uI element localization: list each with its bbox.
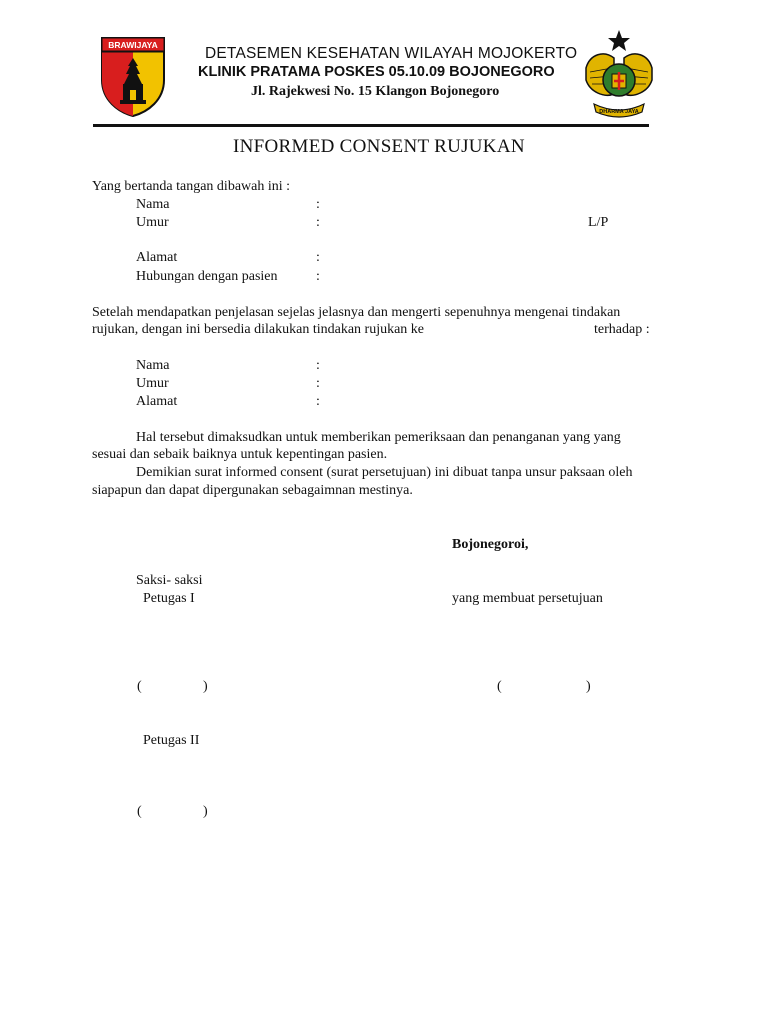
signer-relation-colon: : [316,269,320,284]
officer2-signature-close: ) [203,804,208,819]
signer-relation-label: Hubungan dengan pasien [136,269,278,284]
consent-paragraph-line1: Setelah mendapatkan penjelasan sejelas jelasnya dan mengerti sepenuhnya mengenai tindakan [92,305,621,320]
patient-age-label: Umur [136,376,169,391]
header-clinic-name: KLINIK PRATAMA POSKES 05.10.09 BOJONEGORO [198,64,555,80]
intro-text: Yang bertanda tangan dibawah ini : [92,179,291,194]
patient-name-colon: : [316,358,320,373]
officer1-label: Petugas I [143,591,195,606]
brawijaya-logo-text: BRAWIJAYA [108,40,158,50]
signer-name-colon: : [316,197,320,212]
officer1-signature-close: ) [203,679,208,694]
closing-paragraph-line1: Demikian surat informed consent (surat persetujuan) ini dibuat tanpa unsur paksaan oleh [136,465,633,480]
consent-maker-label: yang membuat persetujuan [452,591,603,606]
consent-paragraph-terhadap: terhadap : [594,322,650,337]
maker-signature-open: ( [497,679,502,694]
signer-address-colon: : [316,250,320,265]
officer2-label: Petugas II [143,733,200,748]
signer-name-label: Nama [136,197,170,212]
patient-address-colon: : [316,394,320,409]
patient-name-label: Nama [136,358,170,373]
header-unit-name: DETASEMEN KESEHATAN WILAYAH MOJOKERTO [205,45,578,62]
officer2-signature-open: ( [137,804,142,819]
document-title: INFORMED CONSENT RUJUKAN [233,136,525,157]
witnesses-label: Saksi- saksi [136,573,203,588]
signer-sex-label: L/P [588,215,609,230]
consent-paragraph-line2: rujukan, dengan ini bersedia dilakukan tindakan rujukan ke [92,322,425,337]
emblem-ribbon-text: DHARMA JAYA [599,109,639,115]
header-divider [93,124,649,127]
purpose-paragraph-line1: Hal tersebut dimaksudkan untuk memberikan pemeriksaan dan penanganan yang yang [136,430,621,445]
brawijaya-shield-logo [100,36,166,118]
maker-signature-close: ) [586,679,591,694]
signer-address-label: Alamat [136,250,178,265]
patient-age-colon: : [316,376,320,391]
army-health-emblem-logo [580,28,658,124]
place-date: Bojonegoroi, [452,537,529,552]
officer1-signature-open: ( [137,679,142,694]
closing-paragraph-line2: siapapun dan dapat dipergunakan sebagaimnan mestinya. [92,483,413,498]
purpose-paragraph-line2: sesuai dan sebaik baiknya untuk kepentingan pasien. [92,447,388,462]
header-address: Jl. Rajekwesi No. 15 Klangon Bojonegoro [251,84,500,99]
signer-age-label: Umur [136,215,169,230]
signer-age-colon: : [316,215,320,230]
patient-address-label: Alamat [136,394,178,409]
